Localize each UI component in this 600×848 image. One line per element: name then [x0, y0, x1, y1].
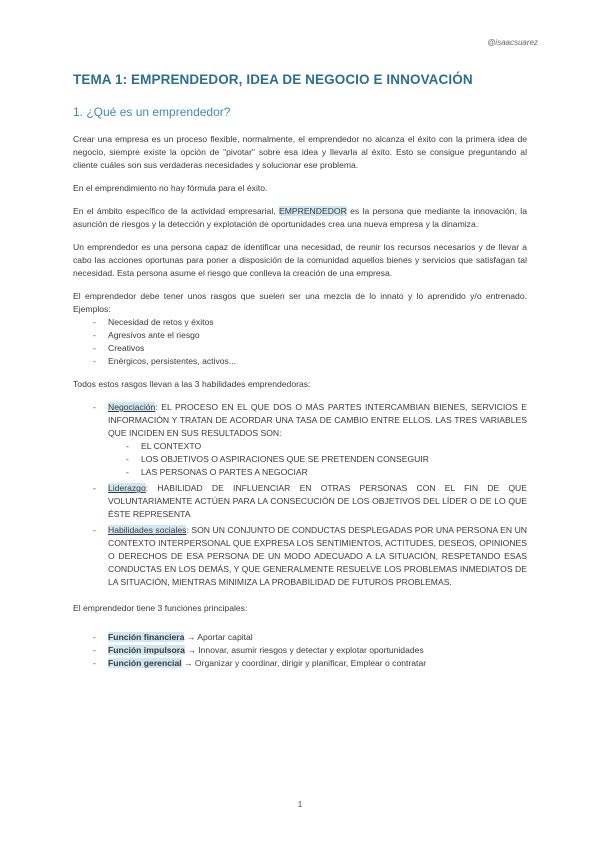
function-item — [93, 657, 527, 670]
page-title: TEMA 1: EMPRENDEDOR, IDEA DE NEGOCIO E INNOVACIÓN — [73, 72, 473, 87]
function-text: → Innovar, asumir riesgos y detectar y explotar oportunidades — [184, 645, 424, 655]
skill-text: : EL PROCESO EN EL QUE DOS O MÁS PARTES INTERCAMBIAN BIENES, SERVICIOS E INFORMACIÓN Y TRATAN DE ACORDAR UNA TASA DE CAMBIO ENTRE ELLOS. LAS TRES VARIABLES QUE INCIDEN EN SUS RESULTADOS SON: — [108, 402, 527, 438]
list-item: - LOS OBJETIVOS O ASPIRACIONES QUE SE PRETENDEN CONSEGUIR — [126, 453, 527, 466]
function-text: → Aportar capital — [184, 632, 253, 642]
list-item: - LAS PERSONAS O PARTES A NEGOCIAR — [126, 466, 527, 479]
text-span: En el ámbito específico de la actividad empresarial, — [73, 206, 279, 216]
skill-text: : SON UN CONJUNTO DE CONDUCTAS DESPLEGADAS POR UNA PERSONA EN UN CONTEXTO INTERPERSONAL QUE EXPRESA LOS SENTIMIENTOS, ACTITUDES, DESEOS, OPINIONES O DERECHOS DE ESA PERSONA DE UN MODO ADECUADO A LA SITUACIÓN, RESPETANDO ESAS CONDUCTAS EN LOS DEMÁS, Y QUE GENERALMENTE RESUELVE LOS PROBLEMAS INMEDIATOS DE LA SITUACIÓN, MIENTRAS MINIMIZA LA PROBABILIDAD DE FUTUROS PROBLEMAS. — [108, 525, 527, 587]
skill-text: : HABILIDAD DE INFLUENCIAR EN OTRAS PERSONAS CON EL FIN DE QUE VOLUNTARIAMENTE ACTÚEN PARA LA CONSECUCIÓN DE LOS OBJETIVOS DEL LÍDER O DE LO QUE ÉSTE REPRESENTA — [108, 483, 527, 519]
paragraph-definition — [73, 205, 527, 231]
paragraph: Todos estos rasgos llevan a las 3 habilidades emprendedoras: — [73, 379, 311, 389]
skill-label: Negociación — [108, 402, 156, 412]
function-label: Función financiera — [108, 632, 185, 642]
variables-list — [108, 440, 527, 479]
skill-label: Habilidades sociales — [108, 525, 187, 535]
paragraph: El emprendedor tiene 3 funciones principales: — [73, 603, 248, 613]
function-item — [93, 631, 527, 644]
paragraph: El emprendedor debe tener unos rasgos que suelen ser una mezcla de lo innato y lo aprendido y/o entrenado. Ejemplos: — [73, 291, 527, 314]
function-text: → Organizar y coordinar, dirigir y planificar, Emplear o contratar — [181, 658, 427, 668]
traits-list — [73, 316, 527, 368]
function-label: Función gerencial — [108, 658, 182, 668]
skill-label: Liderazgo — [108, 483, 146, 493]
section-heading: 1. ¿Qué es un emprendedor? — [73, 105, 231, 119]
list-item: - Agresivos ante el riesgo — [93, 329, 527, 342]
text-span: es la persona que mediante la innovación, la asunción de riesgos y la detección y explotación de oportunidades crea una nueva empresa y la dinamiza. — [73, 206, 527, 229]
document-body — [73, 133, 527, 670]
highlighted-term: EMPRENDEDOR — [278, 206, 347, 216]
list-item: - Enérgicos, persistentes, activos... — [93, 355, 527, 368]
list-item: - EL CONTEXTO — [126, 440, 527, 453]
skill-leadership — [93, 482, 527, 521]
skill-negotiation — [93, 401, 527, 479]
list-item: - Creativos — [93, 342, 527, 355]
function-label: Función impulsora — [108, 645, 185, 655]
function-item — [93, 644, 527, 657]
author-handle: @isaacsuarez — [487, 38, 538, 47]
page-number: 1 — [297, 800, 303, 809]
functions-list — [73, 631, 527, 670]
paragraph: Crear una empresa es un proceso flexible, normalmente, el emprendedor no alcanza el éxito con la primera idea de negocio, siempre existe la opción de "pivotar" sobre esa idea y llevarla al éxito. Esto se consigue preguntando al cliente cuáles son sus verdaderas necesidades y solucionar ese problema. — [73, 134, 527, 170]
paragraph: Un emprendedor es una persona capaz de identificar una necesidad, de reunir los recursos necesarios y de llevar a cabo las acciones oportunas para poner a disposición de la comunidad aquellos bienes y servicios que satisfagan tal necesidad. Esta persona asume el riesgo que conlleva la creación de una empresa. — [73, 242, 527, 278]
paragraph: En el emprendimiento no hay fórmula para el éxito. — [73, 183, 268, 193]
skill-social — [93, 524, 527, 589]
list-item: - Necesidad de retos y éxitos — [93, 316, 527, 329]
skills-list — [73, 401, 527, 589]
